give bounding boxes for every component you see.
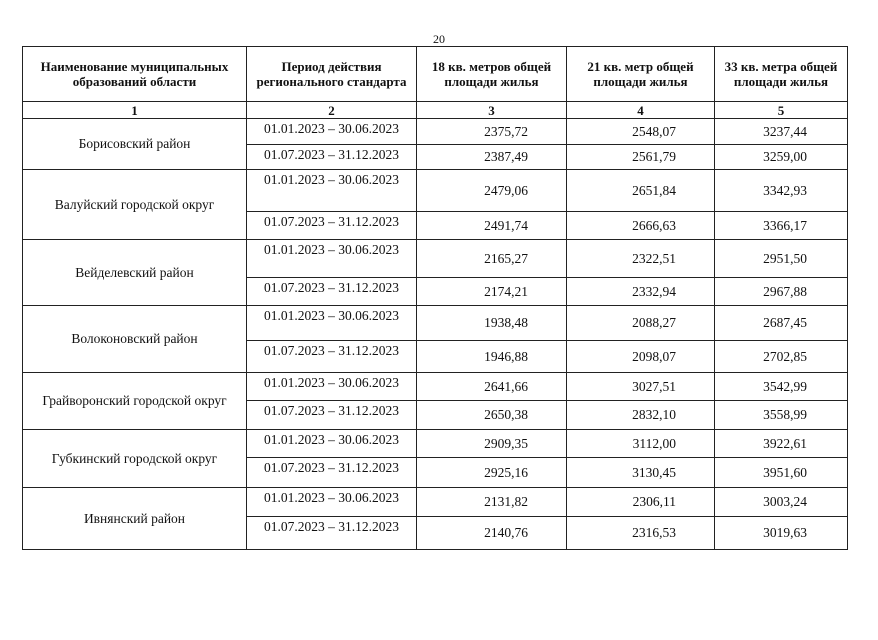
- value-18-sqm: 1938,48: [417, 306, 567, 341]
- value-18-sqm: 2140,76: [417, 517, 567, 550]
- value-21-sqm: 2651,84: [567, 170, 715, 212]
- value-21-sqm: 2666,63: [567, 212, 715, 240]
- period-cell: 01.01.2023 – 30.06.2023: [247, 488, 417, 517]
- value-33-sqm: 2702,85: [715, 341, 848, 373]
- value-33-sqm: 3366,17: [715, 212, 848, 240]
- period-cell: 01.07.2023 – 31.12.2023: [247, 145, 417, 170]
- value-33-sqm: 3922,61: [715, 430, 848, 458]
- table-body: [23, 119, 848, 550]
- table-row: [23, 170, 848, 212]
- period-cell: 01.01.2023 – 30.06.2023: [247, 373, 417, 401]
- table-row: [23, 373, 848, 401]
- column-number: 3: [417, 102, 567, 119]
- header-period: Период действия регионального стандарта: [247, 47, 417, 102]
- period-cell: 01.01.2023 – 30.06.2023: [247, 170, 417, 212]
- value-21-sqm: 2832,10: [567, 401, 715, 430]
- value-21-sqm: 3027,51: [567, 373, 715, 401]
- value-21-sqm: 2098,07: [567, 341, 715, 373]
- period-cell: 01.07.2023 – 31.12.2023: [247, 341, 417, 373]
- value-33-sqm: 3259,00: [715, 145, 848, 170]
- value-21-sqm: 2322,51: [567, 240, 715, 278]
- value-33-sqm: 2967,88: [715, 278, 848, 306]
- header-33-sqm: 33 кв. метра общей площади жилья: [715, 47, 848, 102]
- column-number: 1: [23, 102, 247, 119]
- value-21-sqm: 2548,07: [567, 119, 715, 145]
- value-33-sqm: 2687,45: [715, 306, 848, 341]
- value-18-sqm: 2165,27: [417, 240, 567, 278]
- header-21-sqm: 21 кв. метр общей площади жилья: [567, 47, 715, 102]
- value-21-sqm: 3112,00: [567, 430, 715, 458]
- value-33-sqm: 3342,93: [715, 170, 848, 212]
- value-21-sqm: 2561,79: [567, 145, 715, 170]
- municipality-name: Волоконовский район: [23, 306, 247, 373]
- header-row: [23, 47, 848, 102]
- value-18-sqm: 1946,88: [417, 341, 567, 373]
- value-33-sqm: 3019,63: [715, 517, 848, 550]
- table-row: [23, 488, 848, 517]
- value-18-sqm: 2375,72: [417, 119, 567, 145]
- period-cell: 01.07.2023 – 31.12.2023: [247, 517, 417, 550]
- municipality-name: Губкинский городской округ: [23, 430, 247, 488]
- value-33-sqm: 3951,60: [715, 458, 848, 488]
- period-cell: 01.01.2023 – 30.06.2023: [247, 306, 417, 341]
- value-18-sqm: 2641,66: [417, 373, 567, 401]
- value-21-sqm: 2306,11: [567, 488, 715, 517]
- value-18-sqm: 2479,06: [417, 170, 567, 212]
- column-number: 5: [715, 102, 848, 119]
- period-cell: 01.01.2023 – 30.06.2023: [247, 240, 417, 278]
- value-21-sqm: 2316,53: [567, 517, 715, 550]
- table-row: [23, 119, 848, 145]
- page-number: 20: [433, 32, 445, 46]
- value-33-sqm: 3542,99: [715, 373, 848, 401]
- municipality-name: Ивнянский район: [23, 488, 247, 550]
- header-municipality: Наименование муниципальных образований области: [23, 47, 247, 102]
- municipality-name: Грайворонский городской округ: [23, 373, 247, 430]
- period-cell: 01.07.2023 – 31.12.2023: [247, 458, 417, 488]
- period-cell: 01.01.2023 – 30.06.2023: [247, 430, 417, 458]
- table-row: [23, 306, 848, 341]
- value-33-sqm: 3003,24: [715, 488, 848, 517]
- column-number: 4: [567, 102, 715, 119]
- value-18-sqm: 2909,35: [417, 430, 567, 458]
- value-18-sqm: 2387,49: [417, 145, 567, 170]
- period-cell: 01.01.2023 – 30.06.2023: [247, 119, 417, 145]
- period-cell: 01.07.2023 – 31.12.2023: [247, 278, 417, 306]
- value-18-sqm: 2131,82: [417, 488, 567, 517]
- value-33-sqm: 3237,44: [715, 119, 848, 145]
- header-18-sqm: 18 кв. метров общей площади жилья: [417, 47, 567, 102]
- housing-standard-table: [22, 46, 848, 550]
- value-18-sqm: 2650,38: [417, 401, 567, 430]
- table-row: [23, 430, 848, 458]
- value-33-sqm: 3558,99: [715, 401, 848, 430]
- period-cell: 01.07.2023 – 31.12.2023: [247, 212, 417, 240]
- value-21-sqm: 2332,94: [567, 278, 715, 306]
- table-row: [23, 240, 848, 278]
- period-cell: 01.07.2023 – 31.12.2023: [247, 401, 417, 430]
- municipality-name: Валуйский городской округ: [23, 170, 247, 240]
- column-number-row: [23, 102, 848, 119]
- municipality-name: Вейделевский район: [23, 240, 247, 306]
- municipality-name: Борисовский район: [23, 119, 247, 170]
- value-18-sqm: 2174,21: [417, 278, 567, 306]
- value-18-sqm: 2925,16: [417, 458, 567, 488]
- value-33-sqm: 2951,50: [715, 240, 848, 278]
- column-number: 2: [247, 102, 417, 119]
- value-18-sqm: 2491,74: [417, 212, 567, 240]
- value-21-sqm: 3130,45: [567, 458, 715, 488]
- value-21-sqm: 2088,27: [567, 306, 715, 341]
